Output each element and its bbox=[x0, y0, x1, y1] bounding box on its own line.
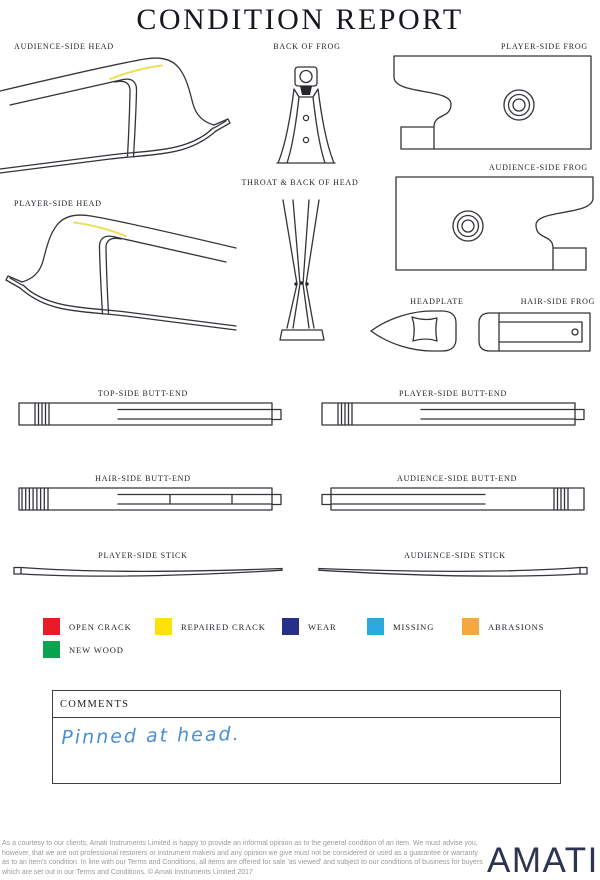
drawing-audience-side-head bbox=[0, 55, 232, 175]
label-hair-side-butt-end: HAIR-SIDE BUTT-END bbox=[95, 474, 191, 483]
comments-header: COMMENTS bbox=[53, 691, 560, 718]
legend-label: WEAR bbox=[308, 621, 337, 632]
legend-item-abrasions bbox=[462, 618, 544, 635]
open-crack-swatch bbox=[43, 618, 60, 635]
comments-box bbox=[52, 690, 561, 784]
drawing-player-side-butt-end bbox=[317, 400, 589, 428]
drawing-hair-side-frog bbox=[478, 312, 592, 352]
new-wood-swatch bbox=[43, 641, 60, 658]
drawing-hair-side-butt-end bbox=[14, 485, 286, 513]
abrasions-swatch bbox=[462, 618, 479, 635]
drawing-player-side-frog bbox=[391, 52, 596, 152]
drawing-audience-side-butt-end bbox=[317, 485, 589, 513]
legend-item-wear bbox=[282, 618, 337, 635]
drawing-audience-side-frog bbox=[391, 173, 596, 273]
drawing-player-side-head bbox=[4, 212, 236, 332]
drawing-throat-back-of-head bbox=[268, 196, 334, 344]
legend-item-new-wood bbox=[43, 641, 124, 658]
label-top-side-butt-end: TOP-SIDE BUTT-END bbox=[97, 389, 189, 398]
repaired-crack-swatch bbox=[155, 618, 172, 635]
legend-item-open-crack bbox=[43, 618, 132, 635]
legend-item-missing bbox=[367, 618, 434, 635]
drawing-back-of-frog bbox=[273, 66, 339, 166]
drawing-player-side-stick bbox=[12, 562, 284, 580]
comments-handwritten-note: Pinned at head. bbox=[61, 723, 241, 749]
label-hair-side-frog: HAIR-SIDE FROG bbox=[520, 297, 596, 306]
drawing-audience-side-stick bbox=[317, 562, 589, 580]
label-audience-side-stick: AUDIENCE-SIDE STICK bbox=[404, 551, 506, 560]
wear-swatch bbox=[282, 618, 299, 635]
label-headplate: HEADPLATE bbox=[410, 297, 464, 306]
footer-disclaimer: As a courtesy to our clients, Amati Instruments Limited is happy to provide an informal opinion as to the general condition of an item. We must advise you, however, that we are not professional restorers or instrument makers and any opinion we give must not be considered or used as a guarantee or warranty as to an item's condition. In line with our Terms and Conditions, all items are offered for sale 'as viewed' and subject to our conditions of business for buyers which are set out in our Terms and Conditions. © Amati Instruments Limited 2017 bbox=[2, 840, 483, 876]
legend-label: OPEN CRACK bbox=[69, 621, 132, 632]
page-title: CONDITION REPORT bbox=[136, 3, 464, 36]
label-throat-back-of-head: THROAT & BACK OF HEAD bbox=[241, 178, 359, 187]
legend-item-repaired-crack bbox=[155, 618, 266, 635]
label-player-side-head: PLAYER-SIDE HEAD bbox=[14, 199, 102, 208]
legend-label: MISSING bbox=[393, 621, 435, 632]
drawing-headplate bbox=[370, 308, 458, 356]
amati-logo: AMATI bbox=[487, 841, 599, 880]
legend-label: NEW WOOD bbox=[69, 644, 124, 655]
label-player-side-stick: PLAYER-SIDE STICK bbox=[98, 551, 188, 560]
label-back-of-frog: BACK OF FROG bbox=[273, 42, 341, 51]
legend-label: REPAIRED CRACK bbox=[181, 621, 266, 632]
label-audience-side-head: AUDIENCE-SIDE HEAD bbox=[14, 42, 114, 51]
label-audience-side-butt-end: AUDIENCE-SIDE BUTT-END bbox=[397, 474, 518, 483]
label-audience-side-frog: AUDIENCE-SIDE FROG bbox=[488, 163, 588, 172]
label-player-side-butt-end: PLAYER-SIDE BUTT-END bbox=[398, 389, 508, 398]
label-player-side-frog: PLAYER-SIDE FROG bbox=[501, 42, 588, 51]
missing-swatch bbox=[367, 618, 384, 635]
legend-label: ABRASIONS bbox=[488, 621, 545, 632]
drawing-top-side-butt-end bbox=[14, 400, 286, 428]
